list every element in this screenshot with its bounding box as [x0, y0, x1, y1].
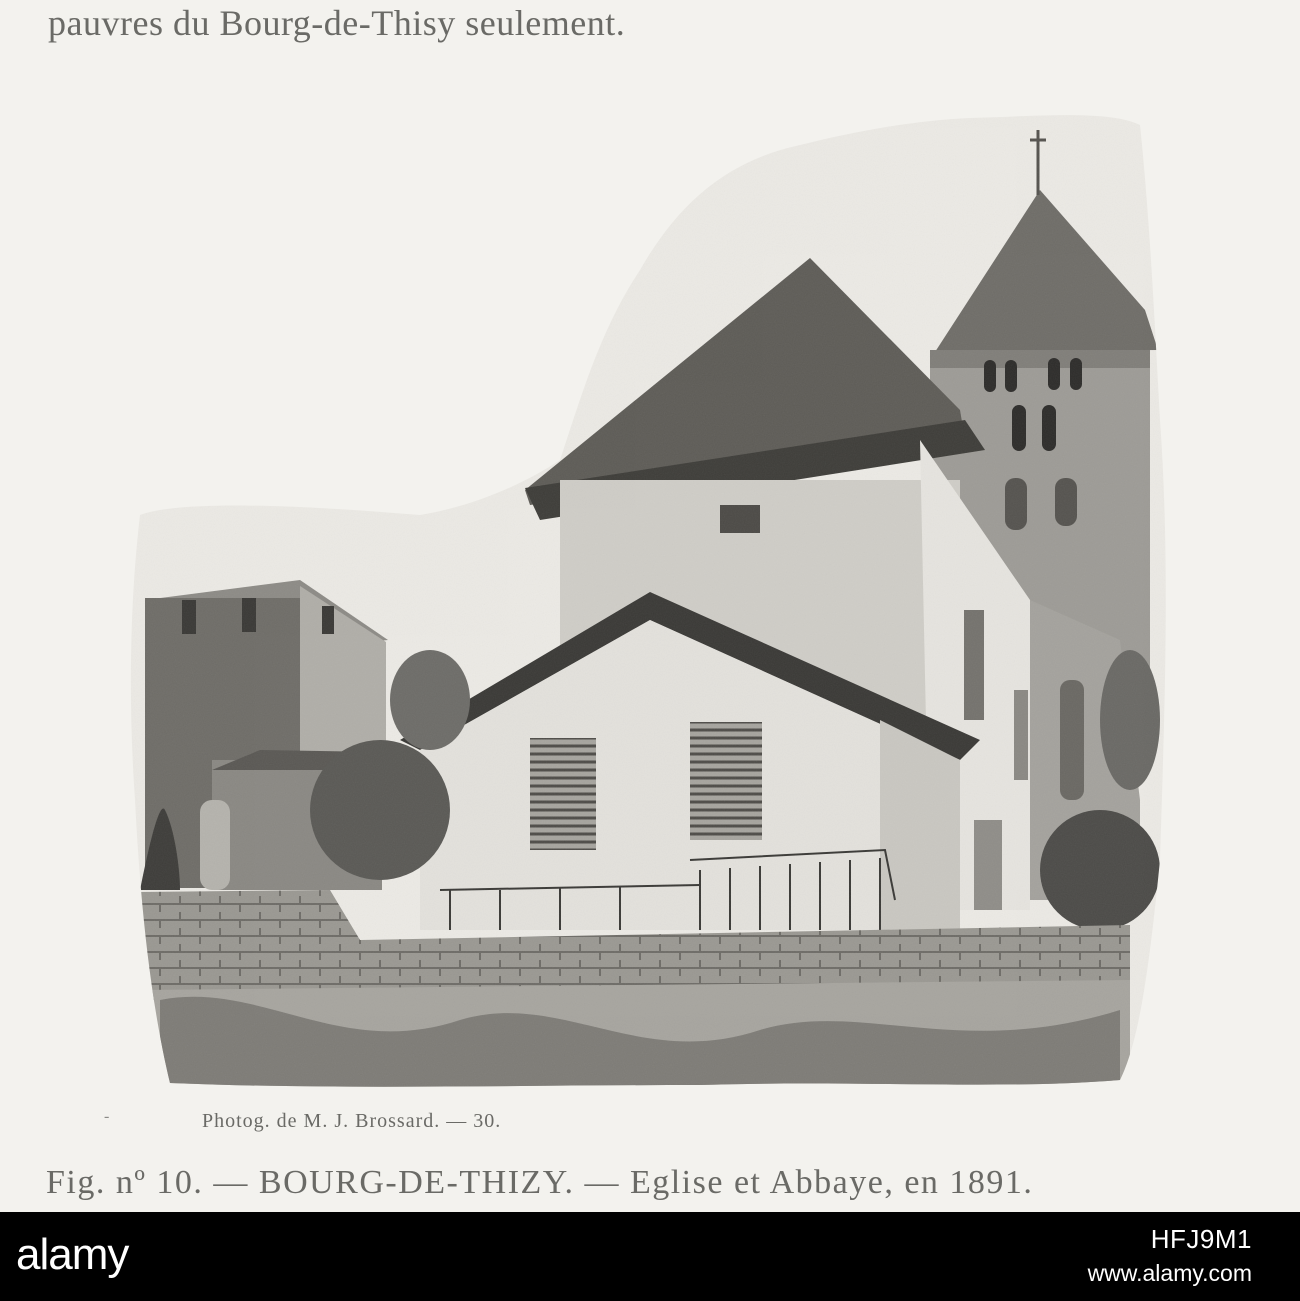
image-id: HFJ9M1	[1150, 1224, 1252, 1254]
photo-credit: Photog. de M. J. Brossard. — 30.	[202, 1110, 502, 1132]
stock-url: www.alamy.com	[1087, 1260, 1252, 1286]
stock-watermark-bar	[0, 1212, 1300, 1301]
alamy-logo: alamy	[16, 1230, 129, 1279]
stray-dash: -	[104, 1108, 110, 1125]
figure-caption: Fig. nº 10. — BOURG-DE-THIZY. — Eglise et Abbaye, en 1891.	[46, 1164, 1034, 1201]
body-text-line: pauvres du Bourg-de-Thisy seulement.	[48, 3, 626, 43]
